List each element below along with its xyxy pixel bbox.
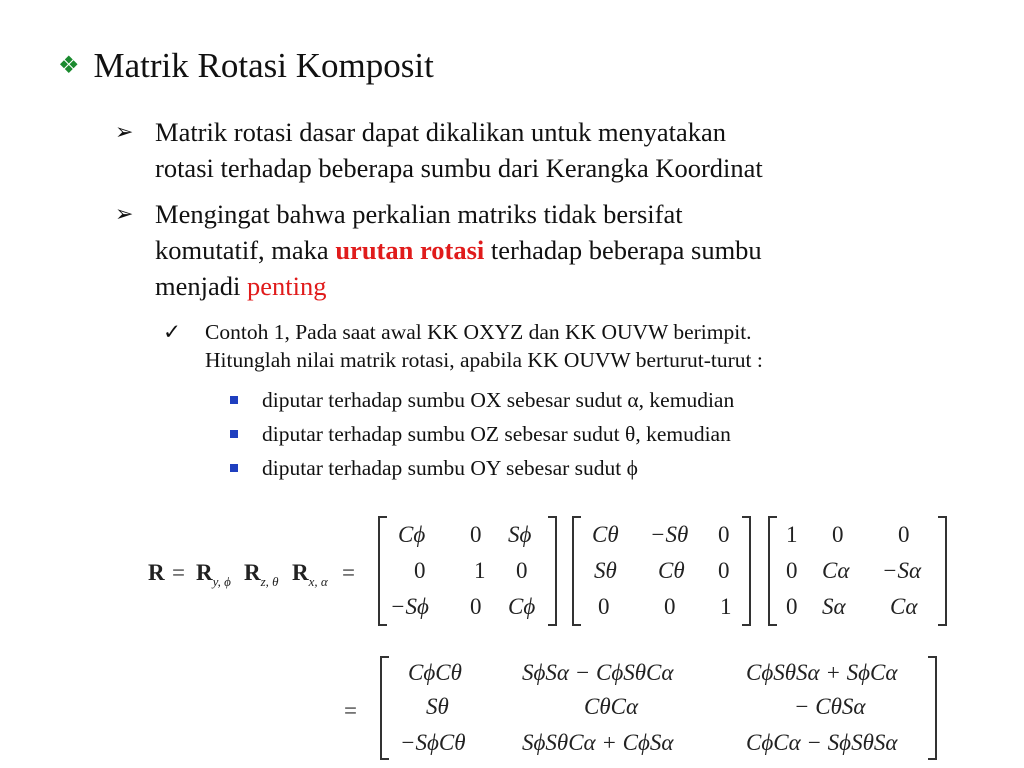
slide-title: [58, 44, 434, 88]
bullet-2-line-1: Mengingat bahwa perkalian matriks tidak bersifat: [155, 199, 683, 229]
matrix-y-cell: 0: [414, 558, 426, 583]
matrix-x-left-bracket: [768, 516, 777, 626]
result-cell: CϕCθ: [408, 660, 462, 685]
matrix-z-cell: 0: [664, 594, 676, 619]
matrix-y-cell: Sϕ: [508, 522, 532, 547]
example-line-2: Hitunglah nilai matrik rotasi, apabila KK OUVW berturut-turut :: [205, 348, 763, 372]
matrix-x-cell: −Sα: [882, 558, 922, 583]
arrow-bullet-icon: ➢: [115, 201, 134, 226]
matrix-x-cell: 1: [786, 522, 798, 547]
bullet-1-line-2: rotasi terhadap beberapa sumbu dari Kerangka Koordinat: [155, 153, 763, 183]
step-item-1: [230, 385, 930, 415]
checkmark-bullet-icon: ✓: [163, 320, 182, 344]
eq-R: R: [148, 560, 165, 585]
bullet-2-text: menjadi: [155, 271, 247, 301]
result-left-bracket: [380, 656, 389, 760]
bullet-item-2: [115, 196, 995, 304]
matrix-y-cell: 1: [474, 558, 486, 583]
matrix-x-cell: 0: [786, 594, 798, 619]
matrix-z-left-bracket: [572, 516, 581, 626]
result-equals: =: [344, 698, 357, 723]
matrix-z-cell: Cθ: [658, 558, 685, 583]
matrix-y-cell: Cϕ: [398, 522, 426, 547]
matrix-y-right-bracket: [548, 516, 557, 626]
slide-title-text: Matrik Rotasi Komposit: [93, 46, 434, 85]
matrix-y-left-bracket: [378, 516, 387, 626]
step-item-3: [230, 453, 930, 483]
bullet-item-1: [115, 114, 995, 186]
result-cell: Sθ: [426, 694, 449, 719]
bullet-2-line-2: [155, 232, 975, 268]
bullet-2-text: komutatif, maka: [155, 235, 336, 265]
matrix-x-cell: Cα: [890, 594, 918, 619]
square-bullet-icon: [230, 430, 238, 438]
matrix-x-cell: 0: [786, 558, 798, 583]
arrow-bullet-icon: ➢: [115, 119, 134, 144]
matrix-x-right-bracket: [938, 516, 947, 626]
bullet-1-line-1: Matrik rotasi dasar dapat dikalikan untuk menyatakan: [155, 117, 727, 147]
matrix-y-cell: 0: [470, 594, 482, 619]
bullet-2-line-3: [155, 268, 975, 304]
example-item: [163, 318, 963, 376]
matrix-y-cell: 0: [516, 558, 528, 583]
eq-Ry: $R_{y, \phi}$: [196, 560, 231, 589]
eq-equals: =: [342, 560, 355, 585]
square-bullet-icon: [230, 464, 238, 472]
matrix-y-cell: −Sϕ: [390, 594, 429, 619]
matrix-z-cell: 1: [720, 594, 732, 619]
result-cell: −SϕCθ: [400, 730, 466, 755]
matrix-y-cell: Cϕ: [508, 594, 536, 619]
result-cell: − CθSα: [794, 694, 866, 719]
eq-Rz: $R_{z, \theta}$: [244, 560, 279, 589]
example-line-1: Contoh 1, Pada saat awal KK OXYZ dan KK OUVW berimpit.: [205, 320, 752, 344]
matrix-x-cell: 0: [832, 522, 844, 547]
matrix-z-cell: Cθ: [592, 522, 619, 547]
emphasis-penting: penting: [247, 271, 327, 301]
matrix-z-cell: 0: [598, 594, 610, 619]
bullet-2-text: terhadap beberapa sumbu: [484, 235, 762, 265]
eq-equals: =: [172, 560, 185, 585]
emphasis-urutan-rotasi: urutan rotasi: [335, 235, 485, 265]
matrix-y-cell: 0: [470, 522, 482, 547]
result-cell: SϕSα − CϕSθCα: [522, 660, 674, 685]
four-diamond-bullet-icon: ❖: [58, 53, 80, 79]
matrix-z-cell: 0: [718, 558, 730, 583]
matrix-x-cell: Cα: [822, 558, 850, 583]
matrix-z-cell: 0: [718, 522, 730, 547]
result-cell: CϕSθSα + SϕCα: [746, 660, 898, 685]
step-item-2: [230, 419, 930, 449]
step-1-text: diputar terhadap sumbu OX sebesar sudut α, kemudian: [262, 388, 735, 412]
result-cell: CϕCα − SϕSθSα: [746, 730, 898, 755]
matrix-x-cell: 0: [898, 522, 910, 547]
result-cell: SϕSθCα + CϕSα: [522, 730, 674, 755]
matrix-z-cell: −Sθ: [650, 522, 689, 547]
result-cell: CθCα: [584, 694, 639, 719]
matrix-x-cell: Sα: [822, 594, 846, 619]
matrix-z-cell: Sθ: [594, 558, 617, 583]
eq-Rx: $R_{x, \alpha}$: [292, 560, 328, 589]
square-bullet-icon: [230, 396, 238, 404]
step-2-text: diputar terhadap sumbu OZ sebesar sudut θ, kemudian: [262, 422, 731, 446]
step-3-text: diputar terhadap sumbu OY sebesar sudut ϕ: [262, 456, 638, 480]
result-right-bracket: [928, 656, 937, 760]
matrix-z-right-bracket: [742, 516, 751, 626]
